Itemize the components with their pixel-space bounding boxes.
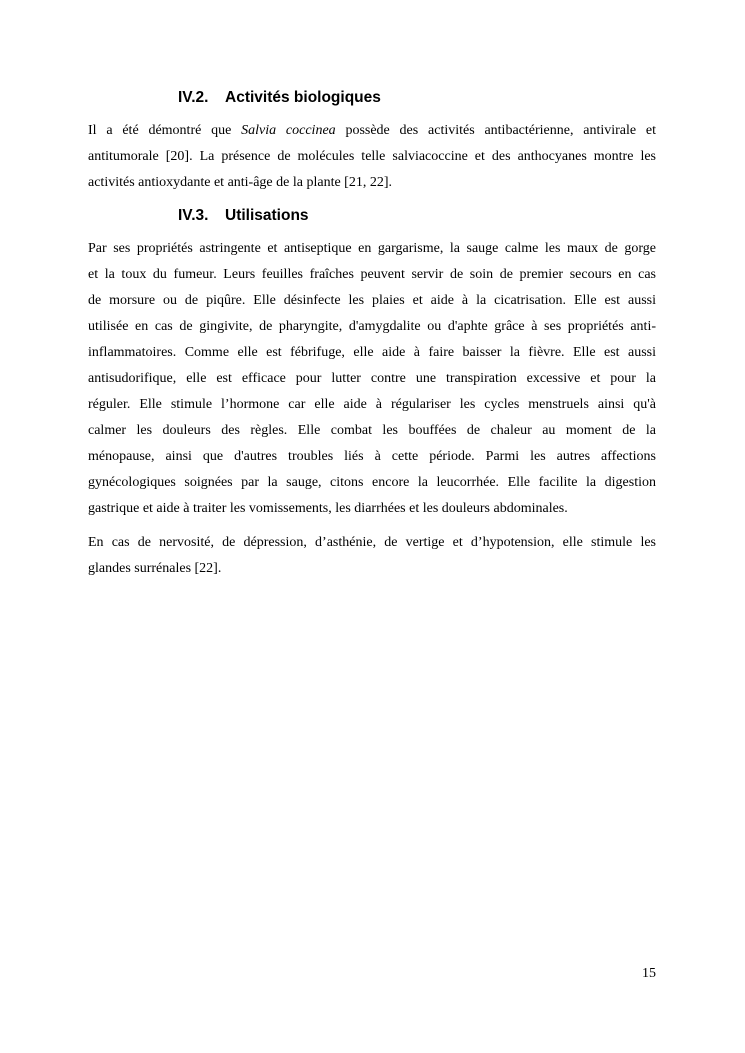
section-number: IV.3.: [178, 207, 209, 224]
section-title: Utilisations: [225, 207, 309, 224]
text-line: antisudorifique, elle est efficace pour lutter contre une transpiration excessive et pour la: [88, 371, 656, 386]
text-line: Par ses propriétés astringente et antiseptique en gargarisme, la sauge calme les maux de gorge: [88, 241, 656, 256]
text-line: activités antioxydante et anti-âge de la plante [21, 22].: [88, 175, 392, 190]
text-line: calmer les douleurs des règles. Elle combat les bouffées de chaleur au moment de la: [88, 423, 656, 438]
text-line: de morsure ou de piqûre. Elle désinfecte les plaies et aide à la cicatrisation. Elle est aussi: [88, 293, 656, 308]
section-heading-uses: [178, 206, 309, 226]
text-line: utilisée en cas de gingivite, de pharyngite, d'amygdalite ou d'aphte grâce à ses propriétés anti-: [88, 319, 656, 334]
paragraph-biological-activities: [88, 118, 656, 196]
text-line: ménopause, ainsi que d'autres troubles liés à cette période. Parmi les autres affections: [88, 449, 656, 464]
paragraph-uses-1: [88, 236, 656, 522]
text-line: En cas de nervosité, de dépression, d’asthénie, de vertige et d’hypotension, elle stimule les: [88, 535, 656, 550]
page-number: 15: [642, 966, 656, 981]
text-line: glandes surrénales [22].: [88, 561, 222, 576]
section-title: Activités biologiques: [225, 89, 381, 106]
text-line: et la toux du fumeur. Leurs feuilles fraîches peuvent servir de soin de premier secours en cas: [88, 267, 656, 282]
text-line: inflammatoires. Comme elle est fébrifuge, elle aide à faire baisser la fièvre. Elle est aussi: [88, 345, 656, 360]
text-line: réguler. Elle stimule l’hormone car elle aide à régulariser les cycles menstruels ainsi qu'à: [88, 397, 656, 412]
species-name: Salvia coccinea: [241, 123, 336, 138]
text-line: gynécologiques soignées par la sauge, citons encore la leucorrhée. Elle facilite la digestion: [88, 475, 656, 490]
paragraph-uses-2: [88, 530, 656, 582]
text-line: antitumorale [20]. La présence de molécules telle salviacoccine et des anthocyanes montre les: [88, 149, 656, 164]
section-number: IV.2.: [178, 89, 209, 106]
section-heading-biological-activities: [178, 88, 381, 108]
text-line: gastrique et aide à traiter les vomissements, les diarrhées et les douleurs abdominales.: [88, 501, 568, 516]
text-line: Il a été démontré que Salvia coccinea possède des activités antibactérienne, antivirale et: [88, 123, 656, 138]
